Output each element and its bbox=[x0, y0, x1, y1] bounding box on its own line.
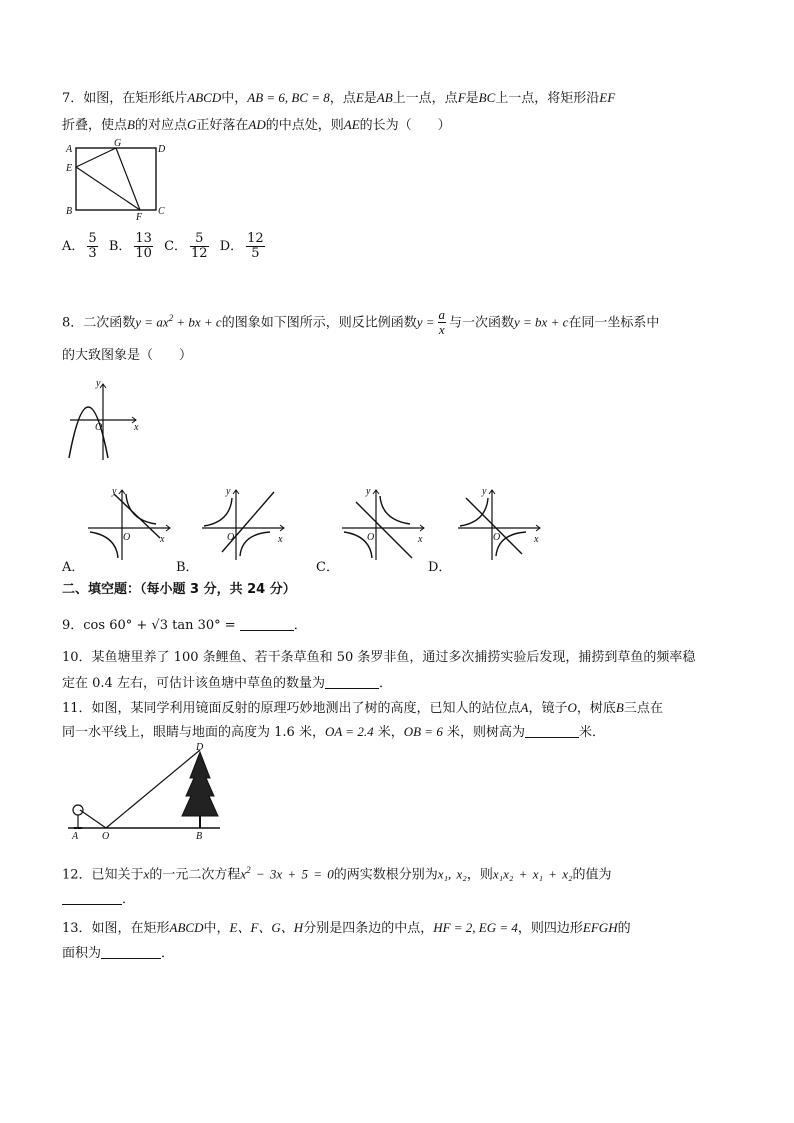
q7-label-g: G bbox=[114, 138, 122, 149]
q8-main-y-label: y bbox=[96, 378, 101, 389]
svg-text:x: x bbox=[278, 534, 283, 545]
q8-line2: 的大致图象是（ ） bbox=[62, 348, 193, 363]
q8-option-a[interactable]: A． bbox=[62, 560, 85, 575]
q8-main-x-label: x bbox=[134, 422, 139, 433]
svg-text:y: y bbox=[226, 486, 231, 497]
q7-option-d[interactable]: D． $\frac{12}{5}$ bbox=[219, 231, 264, 261]
q8-main-o-label: O bbox=[95, 422, 103, 433]
q8-option-a-graph bbox=[86, 484, 176, 562]
svg-text:y: y bbox=[366, 486, 371, 497]
q7-option-b[interactable]: B． $\frac{13}{10}$ bbox=[108, 231, 152, 261]
q13-line1: 13．如图，在矩形ABCD中，E、F、G、H分别是四条边的中点，HF = 2, EG = 4，则四边形EFGH的 bbox=[62, 920, 631, 936]
q8-option-c[interactable]: C． bbox=[316, 560, 339, 575]
svg-text:O: O bbox=[227, 532, 235, 543]
q10-line1: 10．某鱼塘里养了 100 条鲤鱼、若干条草鱼和 50 条罗非鱼，通过多次捕捞实验后发现，捕捞到草鱼的频率稳 bbox=[62, 650, 696, 665]
q8-option-b-graph bbox=[200, 484, 290, 562]
q7-label-e: E bbox=[66, 163, 73, 174]
q11-label-b: B bbox=[196, 831, 203, 842]
q10-answer-blank[interactable] bbox=[325, 674, 379, 689]
q8-parabola-figure bbox=[64, 378, 144, 462]
svg-text:O: O bbox=[123, 532, 131, 543]
q9-answer-blank[interactable] bbox=[240, 616, 294, 631]
q12-line2: ． bbox=[62, 890, 135, 910]
q7-rectangle-figure bbox=[62, 138, 172, 222]
svg-text:O: O bbox=[367, 532, 375, 543]
q12-line1: 12．已知关于x的一元二次方程$x^2 - 3x + 5 = 0$的两实数根分别为x₁, x₂，则x₁x₂ + x₁ + x₂的值为 bbox=[62, 865, 612, 883]
q8-line1: 8．二次函数$y = ax^2$ + bx + c的图象如下图所示，则反比例函数y = $\frac{a}{x}$ 与一次函数y = bx + c在同一坐标系中 bbox=[62, 307, 660, 338]
q7-label-b: B bbox=[66, 206, 73, 217]
q7-label-c: C bbox=[158, 206, 165, 217]
svg-text:x: x bbox=[160, 534, 165, 545]
q11-mirror-figure bbox=[66, 744, 226, 840]
svg-text:x: x bbox=[418, 534, 423, 545]
q13-line2: 面积为 ． bbox=[62, 946, 175, 961]
q11-line1: 11．如图，某同学利用镜面反射的原理巧妙地测出了树的高度，已知人的站位点A，镜子O，树底B三点在 bbox=[62, 700, 663, 716]
q8-option-d[interactable]: D． bbox=[428, 560, 452, 575]
q10-line2: 定在 0.4 左右，可估计该鱼塘中草鱼的数量为 ． bbox=[62, 676, 392, 691]
q8-option-d-graph bbox=[456, 484, 560, 562]
q7-option-a[interactable]: A． $\frac{5}{3}$ bbox=[62, 231, 97, 261]
q9-line: 9．cos 60° + √3 tan 30° = ． bbox=[62, 618, 307, 633]
q12-answer-blank[interactable] bbox=[62, 890, 122, 905]
svg-text:O: O bbox=[493, 532, 501, 543]
svg-text:x: x bbox=[534, 534, 539, 545]
q7-label-f: F bbox=[136, 212, 143, 223]
svg-text:y: y bbox=[112, 486, 117, 497]
q7-options bbox=[62, 232, 268, 261]
q11-line2: 同一水平线上，眼睛与地面的高度为 1.6 米，OA = 2.4 米，OB = 6 米，则树高为 米． bbox=[62, 724, 605, 740]
q11-label-o: O bbox=[102, 831, 110, 842]
q11-answer-blank[interactable] bbox=[525, 723, 579, 738]
q7-option-c[interactable]: C． $\frac{5}{12}$ bbox=[164, 231, 208, 261]
q8-option-c-graph bbox=[340, 484, 430, 562]
sqrt-three: √3 bbox=[151, 618, 168, 633]
q11-label-a: A bbox=[72, 831, 79, 842]
q7-line1: 7．如图，在矩形纸片ABCD中，AB = 6, BC = 8，点E是AB上一点，点F是BC上一点，将矩形沿EF bbox=[62, 90, 616, 106]
svg-text:y: y bbox=[482, 486, 487, 497]
q7-label-d: D bbox=[158, 144, 166, 155]
q13-answer-blank[interactable] bbox=[101, 944, 161, 959]
section-2-heading: 二、填空题：（每小题 3 分，共 24 分） bbox=[62, 582, 296, 597]
q11-label-d: D bbox=[196, 742, 204, 753]
q7-label-a: A bbox=[66, 144, 73, 155]
q7-line2: 折叠，使点B的对应点G正好落在AD的中点处，则AE的长为（ ） bbox=[62, 117, 451, 133]
q8-option-b[interactable]: B． bbox=[176, 560, 199, 575]
